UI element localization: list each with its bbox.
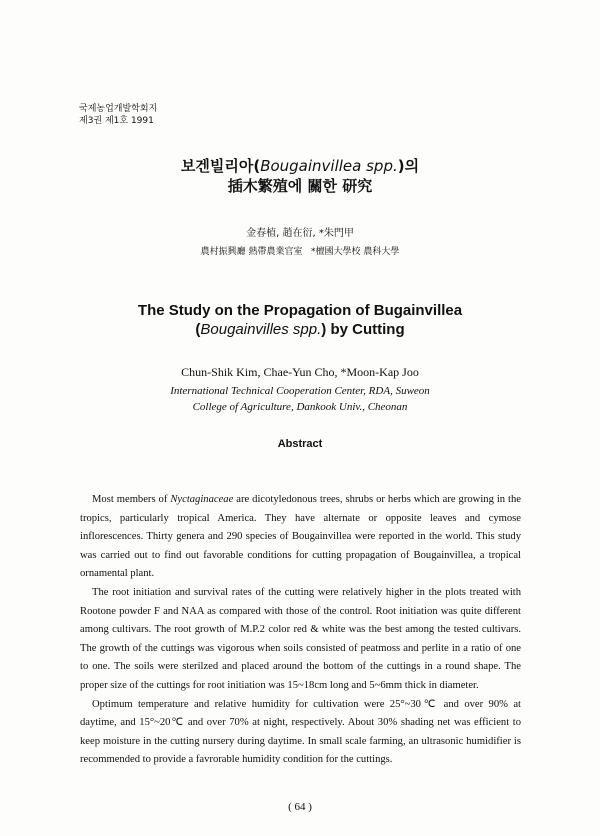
english-title-paren-close: ) [321, 321, 327, 338]
journal-info [79, 103, 157, 127]
korean-title-prefix: 보겐빌리아( [180, 157, 261, 175]
korean-title-line1 [0, 156, 600, 176]
english-title-line1: The Study on the Propagation of Bugainvillea [137, 302, 463, 319]
korean-title-species: Bougainvillea spp. [260, 157, 398, 175]
korean-title [0, 156, 600, 196]
korean-authors: 金春植, 趙在衍, *朱門甲 [246, 228, 354, 239]
abstract-paragraph-2: The root initiation and survival rates of the cutting were relatively higher in the plots treated with Rootone powder F and NAA as compared with those of the control. Root initiation was quite different among cultivars. The root growth of M.P.2 color red & white was the best among the tested cultivars. The growth of the cuttings was vigorous when soils consisted of peatmoss and perlite in a ratio of one to one. The soils were sterilzed and placed around the bottom of the cuttings in a round shape. The proper size of the cuttings for root initiation was 15~18cm long and 5~6mm thick in diameter. [80, 586, 521, 691]
english-title-paren-open: ( [195, 321, 201, 338]
abstract-paragraph-1 [80, 491, 521, 584]
journal-name: 국제농업개발학회지 [79, 104, 158, 114]
korean-title-suffix: )의 [397, 157, 420, 175]
affiliation-line2: College of Agriculture, Dankook Univ., Cheonan [192, 401, 408, 413]
korean-title-line2: 插木繁殖에 關한 研究 [227, 177, 373, 195]
english-title [0, 301, 600, 339]
english-affiliations [0, 383, 600, 415]
english-title-line2 [0, 320, 600, 339]
abstract-heading: Abstract [277, 438, 323, 450]
page-number: ( 64 ) [288, 801, 312, 813]
english-title-species: Bougainvilles spp. [200, 321, 322, 338]
english-authors: Chun-Shik Kim, Chae-Yun Cho, *Moon-Kap Joo [181, 365, 419, 379]
p1-family-name: Nyctaginaceae [170, 494, 234, 505]
abstract-paragraph-3: Optimum temperature and relative humidity for cultivation were 25°~30℃ and over 90% at daytime, and 15°~20℃ and over 70% at night, respectively. About 30% shading net was efficient to keep moisture in the cutting nursery during daytime. In small scale farming, an ultrasonic humidifier is recommended to provide a favrorable humidity condition for the cuttings. [80, 698, 521, 766]
p1-rest: are dicotyledonous trees, shrubs or herbs which are growing in the tropics, particularly tropical America. They have alternate or opposite leaves and cymose inflorescences. Thirty genera and 290 species of Bougainvillea were reported in the world. This study was carried out to find out favorable conditions for cutting propagation of Bougainvillea, a tropical ornamental plant. [80, 494, 521, 580]
p1-start: Most members of [92, 494, 171, 505]
abstract-body [80, 491, 521, 770]
affiliation-line1: International Technical Cooperation Center, RDA, Suweon [170, 385, 430, 397]
english-title-suffix: by Cutting [326, 321, 405, 338]
korean-affiliations: 農村振興廳 熱帶農業官室 *檀國大學校 農科大學 [200, 247, 400, 257]
journal-volume: 제3권 제1호 1991 [79, 116, 154, 126]
